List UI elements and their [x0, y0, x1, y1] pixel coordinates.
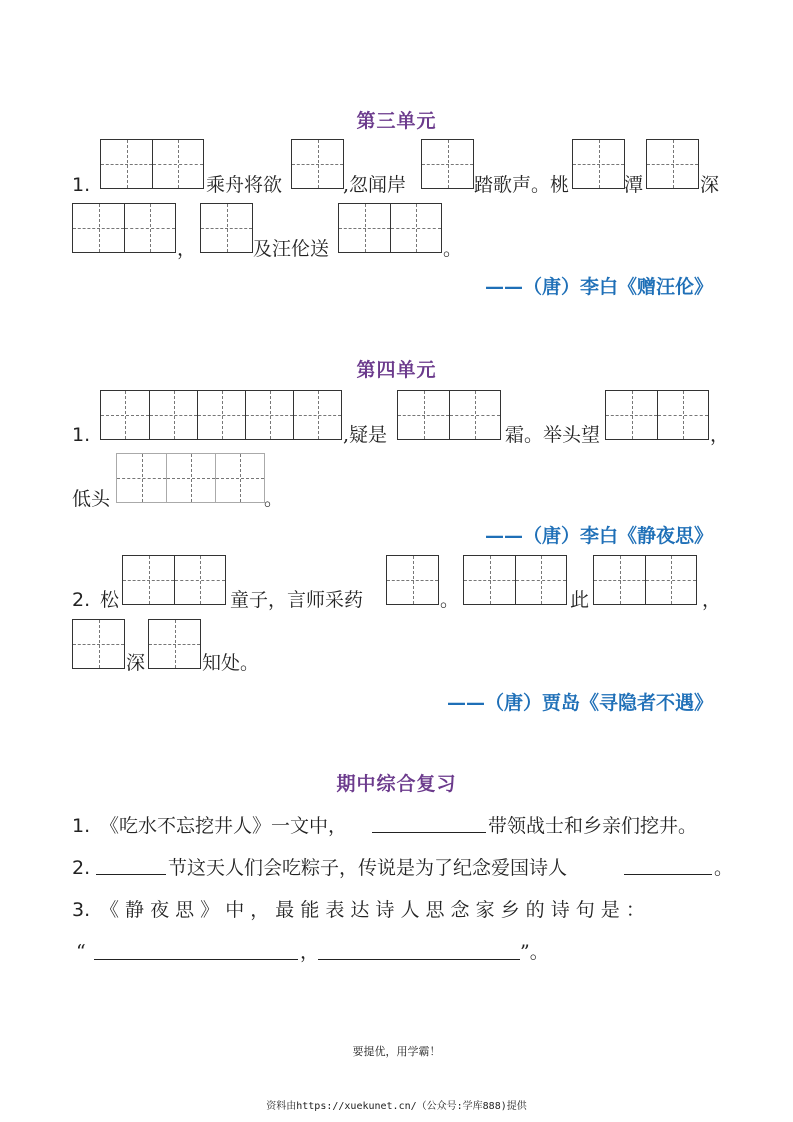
- quote-open: “: [76, 941, 86, 963]
- poem-text: 童子，言师采药: [230, 589, 364, 611]
- answer-blank[interactable]: [624, 874, 712, 875]
- answer-grid[interactable]: [572, 139, 625, 189]
- answer-grid[interactable]: [72, 203, 176, 253]
- poem-text: ,疑是: [343, 424, 388, 446]
- answer-grid[interactable]: [72, 619, 125, 669]
- answer-grid[interactable]: [386, 555, 439, 605]
- answer-blank[interactable]: [96, 874, 166, 875]
- poem-text: 此: [570, 589, 590, 611]
- review-q1-number: 1.: [72, 815, 91, 837]
- poem-text: 。: [440, 589, 460, 611]
- poem-source: ——（唐）李白《赠汪伦》: [484, 276, 713, 298]
- answer-grid[interactable]: [593, 555, 697, 605]
- poem-text: ，: [702, 589, 722, 611]
- answer-grid[interactable]: [646, 139, 699, 189]
- question-text: 。: [714, 857, 734, 879]
- answer-grid[interactable]: [200, 203, 253, 253]
- poem-text: 乘舟将欲: [206, 174, 283, 196]
- answer-grid[interactable]: [291, 139, 344, 189]
- unit4-title: 第四单元: [356, 359, 437, 381]
- poem-source: ——（唐）李白《静夜思》: [484, 525, 713, 547]
- review-q2-number: 2.: [72, 857, 91, 879]
- unit3-q1-number: 1.: [72, 174, 91, 196]
- poem-text: 松: [100, 589, 120, 611]
- answer-grid[interactable]: [338, 203, 442, 253]
- answer-grid[interactable]: [148, 619, 201, 669]
- poem-text: 低头: [72, 488, 111, 510]
- review-title: 期中综合复习: [336, 773, 457, 795]
- answer-grid[interactable]: [421, 139, 474, 189]
- unit4-q1-number: 1.: [72, 424, 91, 446]
- quote-close: ”。: [520, 941, 549, 963]
- poem-text: ，: [710, 424, 730, 446]
- footer-slogan: 要提优，用学霸！: [352, 1045, 441, 1058]
- poem-text: 。: [443, 238, 463, 260]
- answer-blank[interactable]: [318, 959, 520, 960]
- answer-grid[interactable]: [605, 390, 709, 440]
- answer-blank[interactable]: [372, 832, 486, 833]
- poem-text: 深: [126, 652, 146, 674]
- answer-grid[interactable]: [116, 453, 265, 503]
- poem-text: ,忽闻岸: [343, 174, 407, 196]
- question-text: 节这天人们会吃粽子，传说是为了纪念爱国诗人: [168, 857, 568, 879]
- review-q3-number: 3.: [72, 899, 91, 921]
- poem-text: 。: [264, 488, 284, 510]
- unit4-q2-number: 2.: [72, 589, 91, 611]
- question-text: 《吃水不忘挖井人》一文中，: [100, 815, 348, 837]
- answer-grid[interactable]: [100, 139, 204, 189]
- answer-grid[interactable]: [100, 390, 342, 440]
- answer-grid[interactable]: [463, 555, 567, 605]
- answer-grid[interactable]: [397, 390, 501, 440]
- poem-text: 深: [700, 174, 720, 196]
- unit3-title: 第三单元: [356, 110, 437, 132]
- question-text: 《 静 夜 思 》 中 ， 最 能 表 达 诗 人 思 念 家 乡 的 诗 句 是 ：: [100, 899, 645, 921]
- answer-grid[interactable]: [122, 555, 226, 605]
- quote-comma: ，: [300, 941, 320, 963]
- poem-text: ，: [177, 238, 197, 260]
- poem-source: ——（唐）贾岛《寻隐者不遇》: [446, 692, 713, 714]
- poem-text: 霜。举头望: [505, 424, 601, 446]
- question-text: 带领战士和乡亲们挖井。: [488, 815, 698, 837]
- poem-text: 知处。: [202, 652, 260, 674]
- poem-text: 潭: [624, 174, 644, 196]
- poem-text: 及汪伦送: [253, 238, 330, 260]
- footer-credit: 资料由https://xuekunet.cn/（公众号:学库888)提供: [266, 1101, 527, 1112]
- answer-blank[interactable]: [94, 959, 298, 960]
- poem-text: 踏歌声。桃: [474, 174, 570, 196]
